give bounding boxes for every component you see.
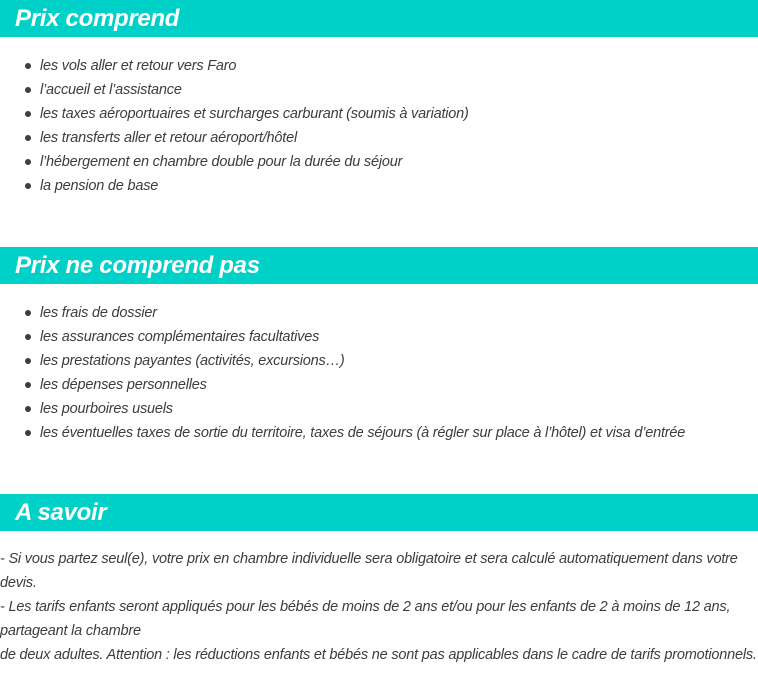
excluded-list (0, 284, 758, 445)
info-paragraph (0, 531, 758, 667)
list-item: l’accueil et l’assistance (0, 78, 758, 102)
bullet-icon (25, 382, 31, 388)
section-header (0, 494, 758, 531)
list-item: les éventuelles taxes de sortie du territoire, taxes de séjours (à régler sur place à l’hôtel) et visa d’entrée (0, 421, 758, 445)
bullet-icon (25, 111, 31, 117)
bullet-icon (25, 87, 31, 93)
included-list (0, 37, 758, 198)
bullet-icon (25, 334, 31, 340)
section-prix-comprend (0, 0, 758, 198)
info-line: de deux adultes. Attention : les réductions enfants et bébés ne sont pas applicables dans le cadre de tarifs promotionnels. (0, 647, 757, 663)
info-line: - Si vous partez seul(e), votre prix en chambre individuelle sera obligatoire et sera calculé automatiquement dans votre (0, 551, 738, 567)
info-line: partageant la chambre (0, 623, 141, 639)
bullet-icon (25, 358, 31, 364)
bullet-icon (25, 430, 31, 436)
list-item: les assurances complémentaires facultatives (0, 325, 758, 349)
section-header (0, 0, 758, 37)
bullet-icon (25, 406, 31, 412)
list-item: les vols aller et retour vers Faro (0, 54, 758, 78)
section-a-savoir (0, 494, 758, 667)
list-item: l’hébergement en chambre double pour la durée du séjour (0, 150, 758, 174)
info-line: - Les tarifs enfants seront appliqués pour les bébés de moins de 2 ans et/ou pour les enfants de 2 à moins de 12 ans, (0, 599, 731, 615)
section-title: A savoir (15, 498, 107, 526)
list-item: les taxes aéroportuaires et surcharges carburant (soumis à variation) (0, 102, 758, 126)
section-prix-ne-comprend-pas (0, 247, 758, 445)
bullet-icon (25, 63, 31, 69)
list-item: les prestations payantes (activités, excursions…) (0, 349, 758, 373)
bullet-icon (25, 310, 31, 316)
list-item: les dépenses personnelles (0, 373, 758, 397)
list-item: les transferts aller et retour aéroport/hôtel (0, 126, 758, 150)
list-item: la pension de base (0, 174, 758, 198)
info-line: devis. (0, 575, 37, 591)
list-item: les pourboires usuels (0, 397, 758, 421)
section-title: Prix ne comprend pas (15, 251, 260, 279)
section-title: Prix comprend (15, 4, 180, 32)
bullet-icon (25, 135, 31, 141)
bullet-icon (25, 159, 31, 165)
bullet-icon (25, 183, 31, 189)
section-header (0, 247, 758, 284)
list-item: les frais de dossier (0, 301, 758, 325)
